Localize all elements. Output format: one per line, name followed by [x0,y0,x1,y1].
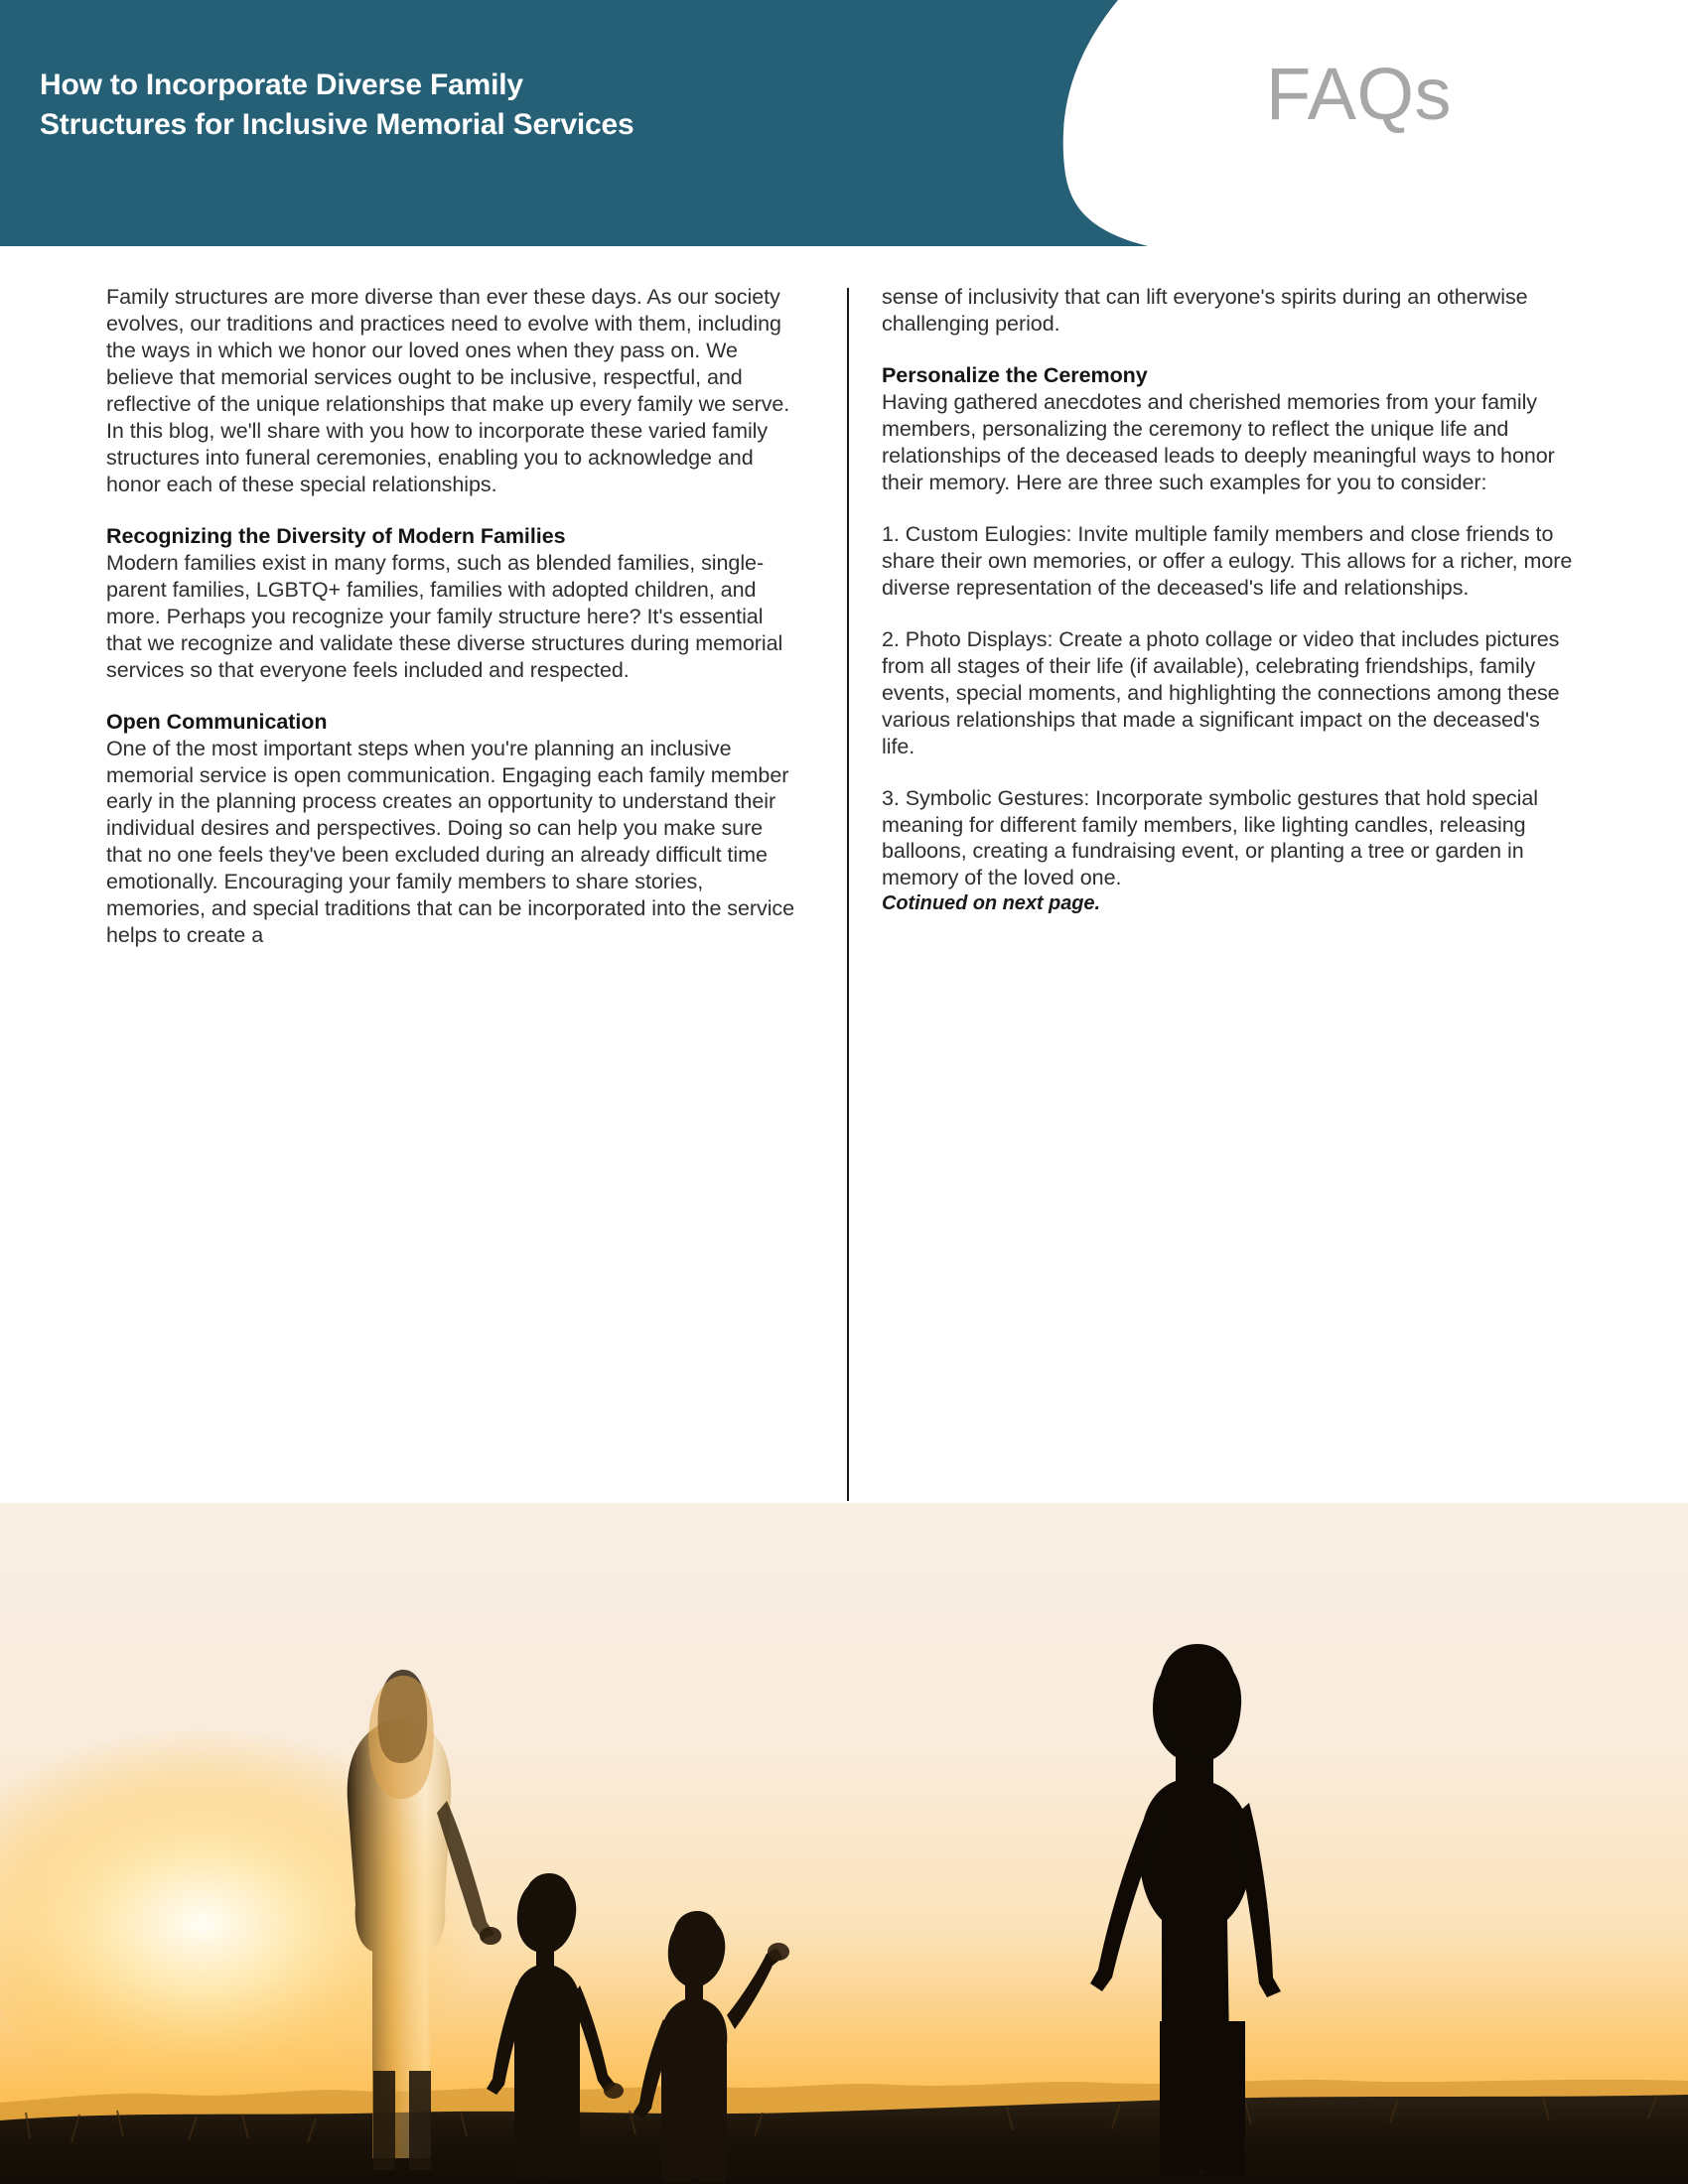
section-heading: Open Communication [106,709,328,734]
page-title [40,66,1033,144]
left-column [106,284,801,949]
list-item: 1. Custom Eulogies: Invite multiple family members and close friends to share their own memories, or offer a eulogy. This allows for a richer, more diverse representation of the deceased's life and relationships. [882,521,1573,600]
section-body: Having gathered anecdotes and cherished memories from your family members, personalizing the ceremony to reflect the unique life and relationships of the deceased leads to deeply meaningful ways to honor their memory. Here are three such examples for you to consider: [882,389,1555,494]
page-header [0,0,1688,246]
list-item: 2. Photo Displays: Create a photo collage or video that includes pictures from all stages of their life (if available), celebrating friendships, family events, special moments, and highlighting the connections among these various relationships that made a significant impact on the deceased's life. [882,626,1560,758]
section-recognizing-diversity [106,523,801,684]
section-open-communication [106,709,801,950]
article-body [0,284,1688,1503]
section-heading: Personalize the Ceremony [882,362,1148,387]
right-column [882,284,1577,917]
section-personalize-ceremony [882,362,1577,496]
continuation-paragraph: sense of inclusivity that can lift everyone's spirits during an otherwise challenging period. [882,285,1528,336]
continued-note: Cotinued on next page. [882,892,1101,915]
intro-paragraph: Family structures are more diverse than ever these days. As our society evolves, our traditions and practices need to evolve with them, including the ways in which we honor our loved ones when they pass on. We believe that memorial services ought to be inclusive, respectful, and reflective of the unique relationships that make up every family we serve. In this blog, we'll share with you how to incorporate these varied family structures into funeral ceremonies, enabling you to acknowledge and honor each of these special relationships. [106,285,790,496]
section-body: Modern families exist in many forms, such as blended families, single-parent families, LGBTQ+ families, families with adopted children, and more. Perhaps you recognize your family structure here? It's essential that we recognize and validate these diverse structures during memorial services so that everyone feels included and respected. [106,550,783,682]
faqs-badge: FAQs [1266,53,1453,135]
page-title-line-2: Structures for Inclusive Memorial Services [40,107,634,141]
page-title-line-1: How to Incorporate Diverse Family [40,68,523,101]
section-body: One of the most important steps when you're planning an inclusive memorial service is open communication. Engaging each family member early in the planning process creates an opportunity to understand their individual desires and perspectives. Doing so can help you make sure that no one feels they've been excluded during an already difficult time emotionally. Encouraging your family members to share stories, memories, and special traditions that can be incorporated into the service helps to create a [106,736,795,948]
family-sunset-illustration [0,1503,1688,2184]
family-sunset-photo [0,1503,1688,2184]
section-heading: Recognizing the Diversity of Modern Families [106,523,566,548]
list-item: 3. Symbolic Gestures: Incorporate symbolic gestures that hold special meaning for different family members, like lighting candles, releasing balloons, creating a fundraising event, or planting a tree or garden in memory of the loved one. [882,785,1538,890]
